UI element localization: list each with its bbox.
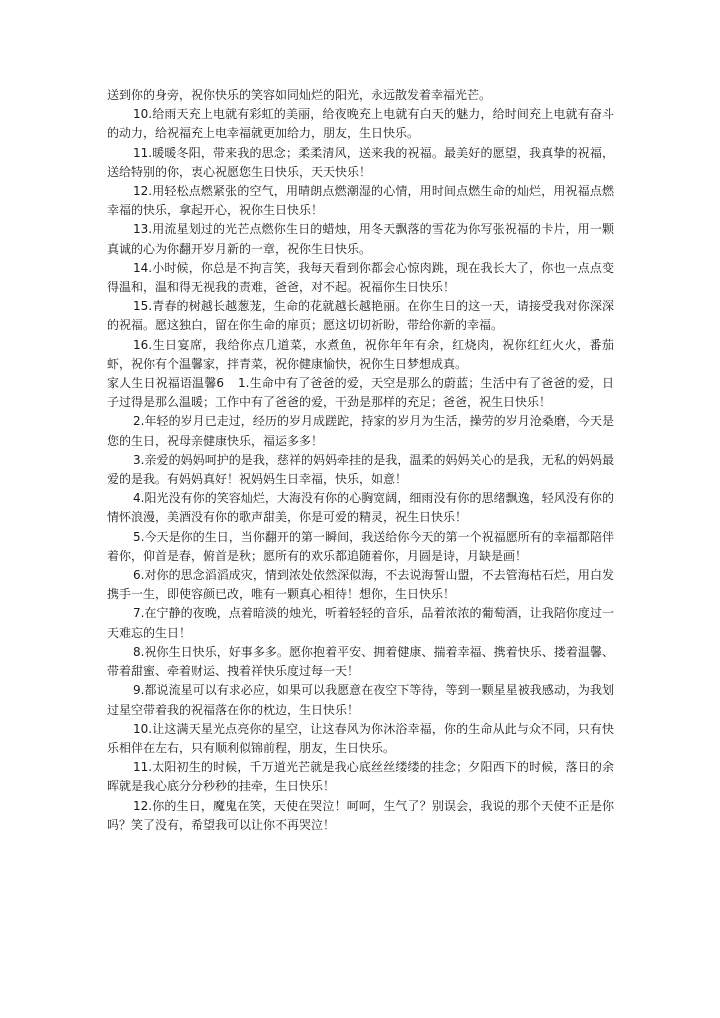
wish-paragraph: 10.给雨天充上电就有彩虹的美丽，给夜晚充上电就有白天的魅力，给时间充上电就有奋斗的动力，给祝福充上电幸福就更加给力，朋友，生日快乐。: [107, 107, 614, 141]
wish-paragraph: 8.祝你生日快乐，好事多多。愿你抱着平安、拥着健康、揣着幸福、携着快乐、搂着温馨、带着甜蜜、牵着财运、拽着祥快乐度过每一天！: [107, 644, 614, 679]
wish-paragraph: 6.对你的思念滔滔成灾，情到浓处依然深似海，不去说海誓山盟，不去管海枯石烂，用白发携手一生，即使容颜已改，唯有一颗真心相待！想你，生日快乐！: [107, 568, 614, 602]
intro-continuation: 送到你的身旁，祝你快乐的笑容如同灿烂的阳光，永远散发着幸福光芒。: [107, 88, 492, 102]
wish-paragraph: 12.用轻松点燃紧张的空气，用晴朗点燃潮湿的心情，用时间点燃生命的灿烂，用祝福点燃幸福的快乐，拿起开心，祝你生日快乐！: [107, 184, 614, 218]
wish-paragraph: 15.青春的树越长越葱茏，生命的花就越长越艳丽。在你生日的这一天，请接受我对你深深的祝福。愿这独白，留在你生命的扉页；愿这切切祈盼，带给你新的幸福。: [107, 299, 614, 333]
wish-paragraph: 4.阳光没有你的笑容灿烂，大海没有你的心胸宽阔，细雨没有你的思绪飘逸，轻风没有你的情怀浪漫，美酒没有你的歌声甜美，你是可爱的精灵，祝生日快乐！: [107, 491, 614, 525]
wish-paragraph: 5.今天是你的生日，当你翻开的第一瞬间，我送给你今天的第一个祝福愿所有的幸福都陪伴着你，仰首是春，俯首是秋；愿所有的欢乐都追随着你，月圆是诗，月缺是画！: [107, 529, 614, 563]
wish-paragraph: 14.小时候，你总是不拘言笑，我每天看到你都会心惊肉跳，现在我长大了，你也一点点变得温和，温和得无视我的责难，爸爸，对不起。祝福你生日快乐！: [107, 260, 614, 295]
section-heading-line: [107, 374, 614, 412]
wish-paragraph: 11.太阳初生的时候，千万道光芒就是我心底丝丝缕缕的挂念；夕阳西下的时候，落日的余晖就是我心底分分秒秒的挂牵，生日快乐！: [107, 760, 614, 794]
wish-paragraph: 16.生日宴席，我给你点几道菜，水煮鱼，祝你年年有余，红烧肉，祝你红红火火，番茄虾，祝你有个温馨家，拌青菜，祝你健康愉快，祝你生日梦想成真。: [107, 337, 614, 371]
wish-paragraph: 13.用流星划过的光芒点燃你生日的蜡烛，用冬天飘落的雪花为你写张祝福的卡片，用一颗真诚的心为你翻开岁月新的一章，祝你生日快乐。: [107, 222, 614, 256]
wish-paragraph: 12.你的生日，魔鬼在笑，天使在哭泣！呵呵，生气了？别误会，我说的那个天使不正是你吗？笑了没有，希望我可以让你不再哭泣！: [107, 798, 614, 832]
wish-paragraph: 7.在宁静的夜晚，点着暗淡的烛光，听着轻轻的音乐，品着浓浓的葡萄酒，让我陪你度过一天难忘的生日！: [107, 606, 614, 640]
document-page: [107, 86, 614, 835]
wish-paragraph: 2.年轻的岁月已走过，经历的岁月成蹉跎，持家的岁月为生活，操劳的岁月沧桑磨，今天是您的生日，祝母亲健康快乐，福运多多！: [107, 414, 614, 448]
wish-paragraph: 1.生命中有了爸爸的爱，天空是那么的蔚蓝；生活中有了爸爸的爱，日子过得是那么温暖；工作中有了爸爸的爱，干劲是那样的充足；爸爸，祝生日快乐！: [107, 376, 614, 410]
wish-paragraph: 10.让这满天星光点亮你的星空，让这春风为你沐浴幸福，你的生命从此与众不同，只有快乐相伴在左右，只有顺利似锦前程，朋友，生日快乐。: [107, 721, 614, 755]
wish-paragraph: 3.亲爱的妈妈呵护的是我，慈祥的妈妈牵挂的是我，温柔的妈妈关心的是我，无私的妈妈最爱的是我。有妈妈真好！祝妈妈生日幸福，快乐，如意！: [107, 452, 614, 487]
wish-paragraph: 9.都说流星可以有求必应，如果可以我愿意在夜空下等待，等到一颗星星被我感动，为我划过星空带着我的祝福落在你的枕边，生日快乐！: [107, 683, 614, 717]
wish-paragraph: 11.暖暖冬阳，带来我的思念；柔柔清风，送来我的祝福。最美好的愿望，我真挚的祝福，送给特别的你，衷心祝愿您生日快乐，天天快乐！: [107, 145, 614, 179]
section-title: 家人生日祝福语温馨6: [107, 376, 224, 391]
